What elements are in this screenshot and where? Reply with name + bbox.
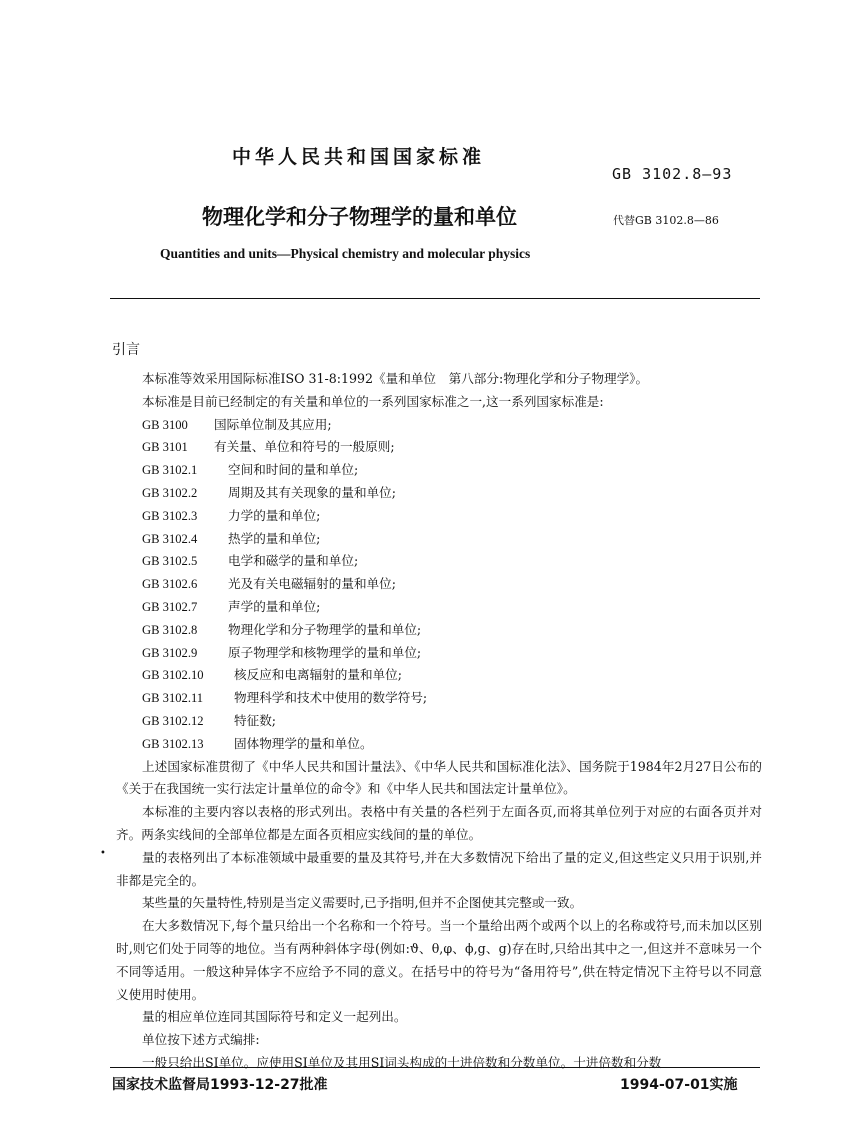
intro-paragraph: 一般只给出SI单位。应使用SI单位及其用SI词头构成的十进倍数和分数单位。十进倍数和分数 [142,1054,662,1070]
footer-divider [110,1067,760,1068]
series-code: GB 3102.13 [142,736,204,751]
list-item [116,482,762,505]
list-item [116,573,762,596]
series-code: GB 3102.4 [142,531,198,546]
series-code: GB 3102.12 [142,713,204,728]
list-item [116,528,762,551]
series-code: GB 3102.10 [142,668,204,683]
series-code: GB 3102.8 [142,622,198,637]
list-item [116,550,762,573]
series-name: 周期及其有关现象的量和单位; [228,484,396,500]
series-code: GB 3102.6 [142,577,198,592]
series-code: GB 3100 [142,417,188,432]
intro-body [116,368,762,1075]
list-item [116,596,762,619]
list-item [116,414,762,437]
series-name: 热学的量和单位; [228,530,321,546]
intro-paragraph: 本标准等效采用国际标准ISO 31-8:1992《量和单位 第八部分:物理化学和分子物理学》。 [142,371,649,386]
intro-paragraph: 量的表格列出了本标准领域中最重要的量及其符号,并在大多数情况下给出了量的定义,但这些定义只用于识别,并非都是完全的。 [116,849,762,888]
intro-paragraph: 量的相应单位连同其国际符号和定义一起列出。 [142,1009,407,1025]
header-divider [110,298,760,299]
series-name: 物理化学和分子物理学的量和单位; [228,621,422,637]
series-name: 电学和磁学的量和单位; [228,553,359,569]
series-name: 国际单位制及其应用; [214,416,332,432]
series-name: 特征数; [234,712,277,728]
list-item [116,642,762,665]
issuing-organization: 中华人民共和国国家标准 [232,146,486,168]
series-code: GB 3102.3 [142,508,198,523]
list-item [116,687,762,710]
series-code: GB 3101 [142,440,188,455]
standard-series-list [116,414,762,756]
series-name: 固体物理学的量和单位。 [234,735,373,751]
intro-paragraph: 在大多数情况下,每个量只给出一个名称和一个符号。当一个量给出两个或两个以上的名称或符号,而未加以区别时,则它们处于同等的地位。当有两种斜体字母(例如:ϑ、θ,φ、ϕ,g、g)存在时,只给出其中之一,但这并不意味另一个不同等适用。一般这种异体字不应给予不同的意义。在括号中的符号为“备用符号”,供在特定情况下主符号以不同意义使用时使用。 [116,918,762,1002]
series-code: GB 3102.5 [142,554,198,569]
series-name: 物理科学和技术中使用的数学符号; [234,690,428,706]
intro-paragraph: 上述国家标准贯彻了《中华人民共和国计量法》、《中华人民共和国标准化法》、国务院于1984年2月27日公布的《关于在我国统一实行法定计量单位的命令》和《中华人民共和国法定计量单位》。 [116,758,762,797]
section-heading-intro: 引言 [112,342,140,358]
margin-dot: • [100,848,106,859]
series-name: 核反应和电离辐射的量和单位; [234,667,402,683]
series-code: GB 3102.2 [142,485,198,500]
replaces-note: 代替GB 3102.8—86 [613,214,719,227]
effective-date: 1994-07-01实施 [620,1077,738,1093]
intro-paragraph: 某些量的矢量特性,特别是当定义需要时,已予指明,但并不企图使其完整或一致。 [142,895,583,911]
standard-code: GB 3102.8—93 [612,165,733,183]
series-name: 声学的量和单位; [228,598,321,614]
standard-title-en: Quantities and units—Physical chemistry and molecular physics [160,246,531,261]
series-name: 力学的量和单位; [228,507,321,523]
intro-paragraph: 单位按下述方式编排: [142,1032,260,1048]
series-name: 原子物理学和核物理学的量和单位; [228,644,422,660]
list-item [116,505,762,528]
intro-paragraph: 本标准的主要内容以表格的形式列出。表格中有关量的各栏列于左面各页,而将其单位列于对应的右面各页并对齐。两条实线间的全部单位都是左面各页相应实线间的量的单位。 [116,804,762,842]
series-code: GB 3102.11 [142,691,204,706]
list-item [116,733,762,756]
list-item [116,459,762,482]
series-name: 空间和时间的量和单位; [228,462,359,478]
standard-title-cn: 物理化学和分子物理学的量和单位 [202,205,517,229]
list-item [116,664,762,687]
series-name: 光及有关电磁辐射的量和单位; [228,576,396,592]
series-code: GB 3102.1 [142,463,198,478]
intro-paragraph: 本标准是目前已经制定的有关量和单位的一系列国家标准之一,这一系列国家标准是: [142,393,604,409]
series-name: 有关量、单位和符号的一般原则; [214,439,395,455]
series-code: GB 3102.9 [142,645,198,660]
list-item [116,710,762,733]
list-item [116,436,762,459]
series-code: GB 3102.7 [142,599,198,614]
approval-line: 国家技术监督局1993-12-27批准 [112,1077,328,1093]
list-item [116,619,762,642]
